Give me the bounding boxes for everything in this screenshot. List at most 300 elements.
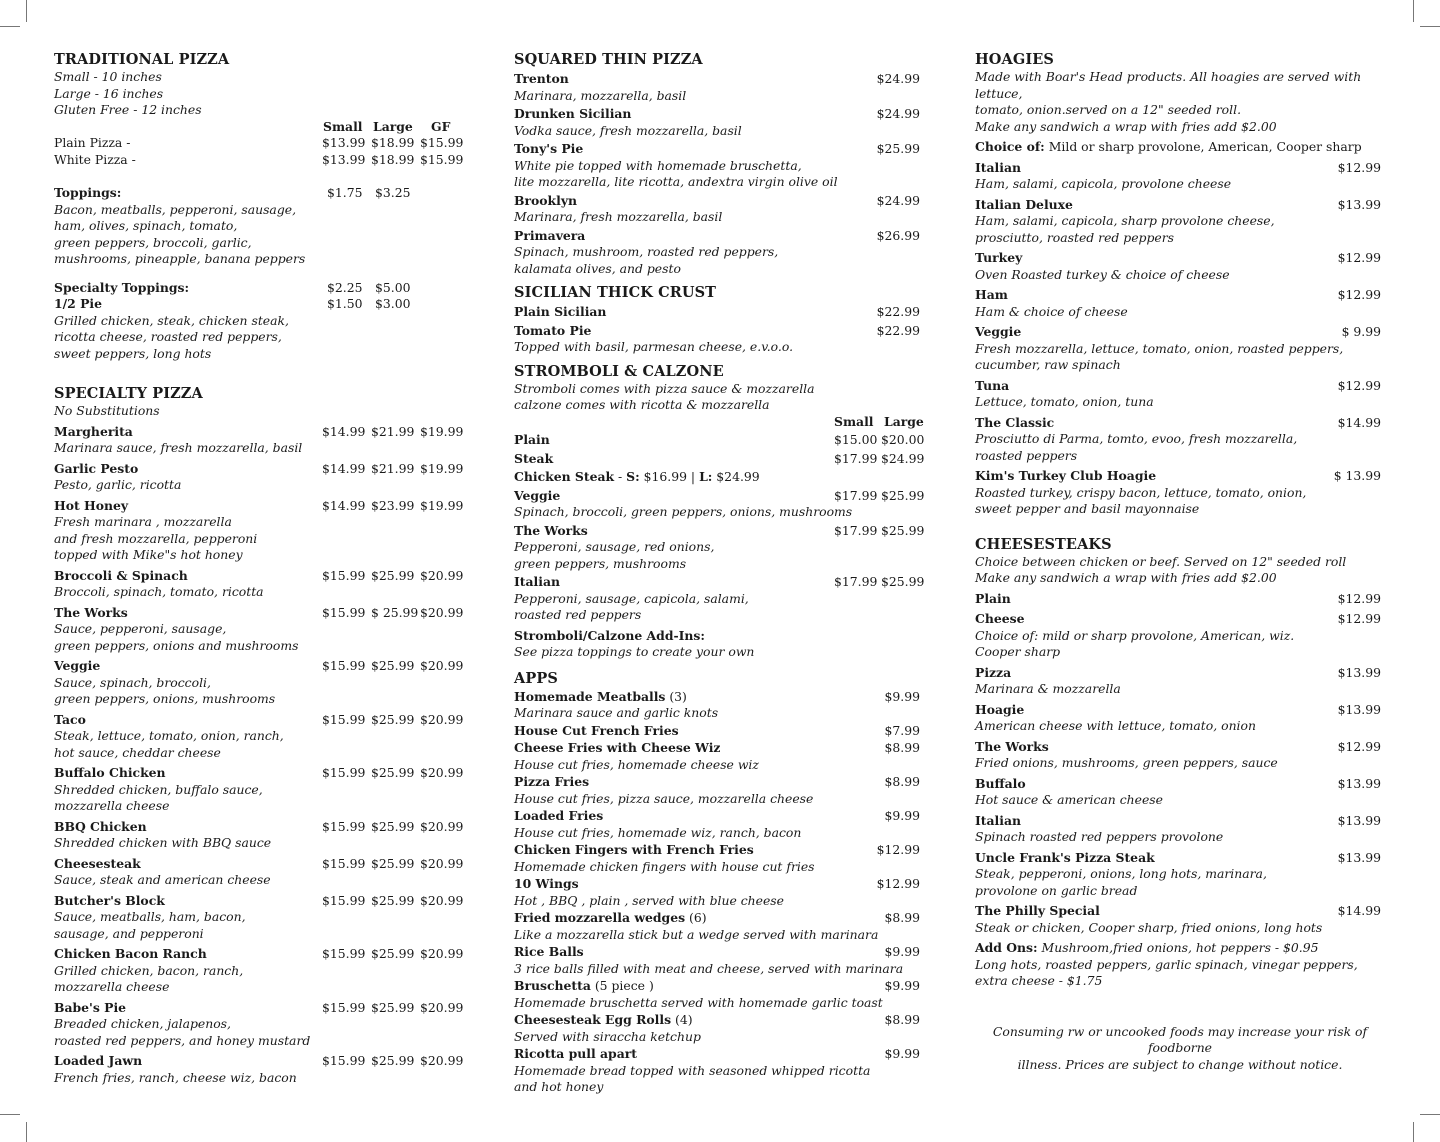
item-name-text: House Cut French Fries	[514, 722, 679, 738]
menu-item	[54, 1053, 466, 1086]
price-small: $15.99	[322, 711, 366, 727]
crop-mark	[1413, 1122, 1414, 1142]
price-large: $25.99	[371, 658, 415, 673]
menu-item	[514, 1012, 924, 1045]
item-price: $12.99	[1337, 250, 1381, 265]
menu-item	[975, 250, 1385, 283]
item-desc: House cut fries, pizza sauce, mozzarella cheese	[514, 790, 814, 806]
item-name-text: Bruschetta	[514, 978, 591, 993]
addins-label: Stromboli/Calzone Add-Ins:	[514, 627, 705, 643]
menu-item	[54, 568, 466, 601]
cheese-choice	[975, 139, 1385, 156]
menu-item	[514, 978, 924, 1011]
toppings-label: Toppings:	[54, 185, 122, 200]
item-name	[975, 415, 1385, 432]
item-name-text: Italian Deluxe	[975, 196, 1073, 212]
menu-item	[975, 611, 1385, 661]
item-desc: Homemade bruschetta served with homemade garlic toast	[514, 994, 883, 1010]
half-pie	[54, 296, 466, 362]
item-name	[514, 106, 924, 123]
menu-item	[514, 523, 924, 573]
menu-item	[514, 451, 924, 468]
specialty-toppings-desc: Grilled chicken, steak, chicken steak, ricotta cheese, roasted red peppers, sweet peppers, long hots	[54, 312, 289, 361]
item-name	[975, 591, 1385, 608]
item-name	[514, 978, 924, 995]
menu-item	[54, 893, 466, 943]
price-large: $25.99	[371, 999, 415, 1015]
price-large: $25.99	[371, 711, 415, 727]
item-count: (5 piece )	[590, 978, 654, 993]
item-price: $24.99	[876, 192, 920, 208]
item-name-text: Rice Balls	[514, 944, 584, 959]
item-desc: Fried onions, mushrooms, green peppers, sauce	[975, 755, 1278, 770]
item-name-text: Veggie	[975, 324, 1022, 339]
price-small: $16.99 |	[639, 469, 700, 484]
header-small: Small	[834, 413, 874, 429]
item-name	[975, 197, 1385, 214]
addins	[514, 628, 924, 661]
menu-item	[975, 702, 1385, 735]
item-desc: Fresh marinara , mozzarella and fresh mozzarella, pepperoni topped with Mike"s hot honey	[54, 514, 258, 562]
toppings-desc: Bacon, meatballs, pepperoni, sausage, ham, olives, spinach, tomato, green peppers, broccoli, garlic, mushrooms, pineapple, banana peppers	[54, 201, 306, 266]
section-title: SPECIALTY PIZZA	[54, 385, 203, 402]
item-name	[975, 850, 1385, 867]
item-name	[975, 160, 1385, 177]
crop-mark	[0, 26, 20, 27]
item-desc: Steak or chicken, Cooper sharp, fried onions, long hots	[975, 919, 1323, 935]
item-desc: Spinach, mushroom, roasted red peppers, kalamata olives, and pesto	[514, 244, 779, 276]
item-desc: Sauce, pepperoni, sausage, green peppers, onions and mushrooms	[54, 621, 299, 653]
item-desc: Spinach roasted red peppers provolone	[975, 829, 1224, 844]
item-name	[975, 903, 1385, 920]
item-price: $13.99	[1337, 664, 1381, 680]
item-name-text: Ricotta pull apart	[514, 1046, 637, 1061]
item-desc: Hot , BBQ , plain , served with blue cheese	[514, 892, 784, 908]
menu-item	[54, 498, 466, 564]
menu-item	[975, 591, 1385, 608]
menu-item	[975, 287, 1385, 320]
menu-item	[54, 605, 466, 655]
item-price: $13.99	[1337, 775, 1381, 791]
price-gf: $20.99	[420, 946, 464, 961]
crop-mark	[26, 0, 27, 22]
apps-section	[514, 669, 924, 1096]
price-gf: $20.99	[420, 604, 464, 620]
column-1	[54, 50, 466, 1086]
item-price: $26.99	[876, 227, 920, 243]
price-small: $15.99	[322, 604, 366, 620]
size-line: Gluten Free - 12 inches	[54, 102, 202, 117]
item-name	[514, 689, 924, 706]
menu-item	[54, 819, 466, 852]
price-large: $ 25.99	[371, 604, 419, 620]
item-desc: Sauce, meatballs, ham, bacon, sausage, and pepperoni	[54, 909, 246, 941]
addons-text: Mushroom,fried onions, hot peppers - $0.95 Long hots, roasted peppers, garlic spinach, vinegar peppers, extra cheese - $1.75	[975, 940, 1358, 988]
price-header	[514, 414, 924, 431]
item-name	[514, 944, 924, 961]
menu-item	[514, 1046, 924, 1096]
menu-item	[54, 946, 466, 996]
section-subtitle: Stromboli comes with pizza sauce & mozzarella calzone comes with ricotta & mozzarella	[514, 380, 815, 412]
item-name: Babe's Pie	[54, 999, 127, 1015]
section-title: HOAGIES	[975, 51, 1054, 68]
item-desc: Choice of: mild or sharp provolone, American, wiz. Cooper sharp	[975, 627, 1295, 659]
menu-item	[54, 765, 466, 815]
item-name	[975, 739, 1385, 756]
price-small: $15.99	[322, 658, 366, 673]
item-name: Veggie	[54, 658, 101, 673]
item-name-text: Fried mozzarella wedges	[514, 910, 686, 925]
item-name	[975, 776, 1385, 793]
item-price: $14.99	[1337, 414, 1381, 430]
traditional-pizza-section	[54, 50, 466, 362]
item-desc: Prosciutto di Parma, tomto, evoo, fresh mozzarella, roasted peppers	[975, 431, 1298, 463]
item-name	[514, 876, 924, 893]
header-small: Small	[323, 118, 363, 134]
item-desc: Steak, lettuce, tomato, onion, ranch, hot sauce, cheddar cheese	[54, 728, 284, 760]
price-small: $15.99	[322, 892, 366, 908]
item-desc: Ham, salami, capicola, sharp provolone cheese, prosciutto, roasted red peppers	[975, 213, 1275, 245]
item-name: Hot Honey	[54, 497, 129, 513]
menu-item	[54, 658, 466, 708]
header-gf: GF	[431, 118, 451, 134]
menu-item	[514, 876, 924, 909]
small-label: S:	[626, 469, 640, 484]
price-large: $25.99	[371, 765, 415, 780]
item-count: (4)	[671, 1012, 693, 1027]
price-small: $17.99	[834, 522, 878, 538]
menu-item	[514, 304, 924, 321]
item-price: $12.99	[1337, 287, 1381, 302]
item-desc: Marinara & mozzarella	[975, 681, 1121, 696]
item-name: BBQ Chicken	[54, 818, 147, 834]
item-name-text: 10 Wings	[514, 876, 579, 891]
footnote: Consuming rw or uncooked foods may increase your risk of foodborne illness. Prices are subject to change without notice.	[992, 1023, 1368, 1072]
item-name	[514, 1012, 924, 1029]
menu-item	[514, 141, 924, 191]
cheesesteaks-section	[975, 535, 1385, 990]
item-name: Veggie	[514, 487, 561, 503]
toppings	[54, 185, 466, 268]
menu-item	[514, 842, 924, 875]
menu-item-chicken-steak	[514, 469, 924, 486]
item-name-text: Tuna	[975, 377, 1010, 393]
item-name: Plain Pizza -	[54, 135, 131, 150]
item-desc: Sauce, spinach, broccoli, green peppers, onions, mushrooms	[54, 674, 276, 706]
item-desc: Shredded chicken with BBQ sauce	[54, 835, 272, 850]
item-price: $22.99	[876, 322, 920, 338]
menu-item	[514, 228, 924, 278]
item-desc: Like a mozzarella stick but a wedge served with marinara	[514, 926, 879, 942]
item-desc: Broccoli, spinach, tomato, ricotta	[54, 584, 264, 599]
menu-item	[514, 432, 924, 449]
menu-item	[975, 324, 1385, 374]
item-desc: Pesto, garlic, ricotta	[54, 477, 182, 492]
price-small: $14.99	[322, 497, 366, 513]
item-price: $8.99	[884, 1012, 920, 1027]
price-large: $25.99	[371, 818, 415, 834]
item-name-text: Italian	[975, 159, 1021, 175]
price-large: $3.25	[375, 185, 411, 200]
addins-desc: See pizza toppings to create your own	[514, 644, 755, 659]
section-title: APPS	[514, 669, 558, 687]
item-name-text: The Works	[975, 738, 1049, 754]
menu-item	[975, 415, 1385, 465]
crop-mark	[26, 1122, 27, 1142]
item-name	[514, 842, 924, 859]
item-name: Margherita	[54, 423, 133, 439]
menu-item	[514, 193, 924, 226]
menu-item	[514, 910, 924, 943]
item-desc: Hot sauce & american cheese	[975, 792, 1163, 807]
item-price: $9.99	[884, 1046, 920, 1061]
section-title: STROMBOLI & CALZONE	[514, 362, 724, 380]
menu-item	[54, 152, 466, 169]
addons	[975, 940, 1385, 990]
price-gf: $15.99	[420, 135, 464, 150]
column-3	[975, 50, 1385, 1073]
price-gf: $20.99	[420, 658, 464, 673]
price-gf: $20.99	[420, 567, 464, 583]
item-name: Taco	[54, 711, 86, 727]
price-small: $14.99	[322, 460, 366, 476]
item-price: $13.99	[1337, 812, 1381, 828]
item-desc: House cut fries, homemade wiz, ranch, bacon	[514, 824, 802, 840]
price-large: $5.00	[375, 279, 411, 295]
item-price: $13.99	[1337, 701, 1381, 717]
price-gf: $20.99	[420, 711, 464, 727]
item-name	[514, 141, 924, 158]
item-desc: Marinara, mozzarella, basil	[514, 87, 687, 103]
menu-item	[54, 135, 466, 152]
price-gf: $19.99	[420, 497, 464, 513]
item-price: $12.99	[1337, 159, 1381, 175]
price-large: $25.99	[371, 946, 415, 961]
price-small: $14.99	[322, 423, 366, 439]
price-small: $15.00	[834, 432, 878, 447]
item-desc: Sauce, steak and american cheese	[54, 872, 271, 887]
item-desc: Topped with basil, parmesan cheese, e.v.o.o.	[514, 339, 794, 354]
price-small: $15.99	[322, 1053, 366, 1068]
price-gf: $20.99	[420, 855, 464, 871]
price-large: $23.99	[371, 497, 415, 513]
item-price: $8.99	[884, 910, 920, 925]
item-desc: Spinach, broccoli, green peppers, onions, mushrooms	[514, 504, 853, 519]
item-name-text: Cheese	[975, 611, 1025, 626]
item-name	[975, 702, 1385, 719]
specialty-toppings-label: Specialty Toppings:	[54, 279, 190, 295]
item-name-text: Pizza Fries	[514, 774, 590, 789]
price-small: $17.99	[834, 487, 878, 503]
menu-item	[514, 723, 924, 740]
item-name	[975, 665, 1385, 682]
item-name-text: Tomato Pie	[514, 322, 592, 338]
price-large: $21.99	[371, 423, 415, 439]
price-gf: $20.99	[420, 1053, 464, 1068]
item-price: $12.99	[876, 876, 920, 891]
item-price: $22.99	[876, 304, 920, 319]
item-name	[514, 193, 924, 210]
item-name-text: Plain	[975, 590, 1011, 606]
item-desc: Homemade bread topped with seasoned whipped ricotta and hot honey	[514, 1062, 871, 1094]
item-desc: Breaded chicken, jalapenos, roasted red peppers, and honey mustard	[54, 1016, 311, 1048]
specialty-pizza-section	[54, 384, 466, 1086]
item-price: $12.99	[876, 842, 920, 857]
item-price: $8.99	[884, 740, 920, 755]
size-line: Large - 16 inches	[54, 85, 164, 101]
item-price: $9.99	[884, 978, 920, 993]
section-subtitle: Made with Boar's Head products. All hoagies are served with lettuce, tomato, onion.served on a 12" seeded roll. Make any sandwich a wrap with fries add $2.00	[975, 69, 1362, 134]
section-title: CHEESESTEAKS	[975, 535, 1112, 553]
addons-label: Add Ons:	[975, 940, 1038, 955]
price-small: $13.99	[322, 135, 366, 150]
item-name	[514, 808, 924, 825]
item-desc: 3 rice balls filled with meat and cheese, served with marinara	[514, 960, 904, 976]
item-name: Garlic Pesto	[54, 460, 139, 476]
item-price: $25.99	[876, 141, 920, 156]
crop-mark	[1420, 1114, 1440, 1115]
item-desc: Shredded chicken, buffalo sauce, mozzarella cheese	[54, 781, 263, 813]
header-large: Large	[373, 118, 413, 134]
item-name	[514, 323, 924, 340]
item-price: $12.99	[1337, 377, 1381, 393]
item-name: Butcher's Block	[54, 892, 165, 908]
item-price: $13.99	[1337, 849, 1381, 865]
price-large: $24.99	[712, 469, 760, 484]
price-gf: $19.99	[420, 423, 464, 439]
price-gf: $20.99	[420, 999, 464, 1015]
large-label: L:	[699, 469, 713, 484]
item-name-text: The Classic	[975, 414, 1055, 430]
item-name-text: Loaded Fries	[514, 808, 604, 823]
item-name: Steak	[514, 450, 554, 466]
menu-item	[975, 378, 1385, 411]
price-large: $18.99	[371, 135, 415, 150]
menu-item	[975, 739, 1385, 772]
price-large: $25.99	[371, 855, 415, 871]
item-price: $12.99	[1337, 590, 1381, 606]
item-name: Buffalo Chicken	[54, 765, 166, 780]
item-name-text: Uncle Frank's Pizza Steak	[975, 849, 1155, 865]
menu-item	[514, 740, 924, 773]
item-desc: Marinara, fresh mozzarella, basil	[514, 209, 723, 224]
item-desc: French fries, ranch, cheese wiz, bacon	[54, 1069, 297, 1085]
item-price: $9.99	[884, 808, 920, 823]
item-desc: Oven Roasted turkey & choice of cheese	[975, 266, 1230, 282]
item-name-text: Kim's Turkey Club Hoagie	[975, 468, 1157, 483]
menu-item	[54, 712, 466, 762]
menu-item	[514, 808, 924, 841]
item-name-text: Pizza	[975, 664, 1012, 680]
item-name	[514, 774, 924, 791]
menu-item	[975, 197, 1385, 247]
item-count: (6)	[685, 910, 707, 925]
item-name	[975, 611, 1385, 628]
price-small: $15.99	[322, 999, 366, 1015]
price-small: $15.99	[322, 855, 366, 871]
menu-item	[975, 468, 1385, 518]
item-name-text: The Philly Special	[975, 903, 1100, 918]
item-desc: Served with siraccha ketchup	[514, 1028, 701, 1044]
crop-mark	[1413, 0, 1414, 22]
item-name	[975, 813, 1385, 830]
menu-item	[514, 774, 924, 807]
item-name-text: Buffalo	[975, 775, 1026, 791]
item-name: The Works	[514, 522, 588, 538]
item-name-text: Cheese Fries with Cheese Wiz	[514, 740, 721, 755]
item-name: Cheesesteak	[54, 855, 141, 871]
price-gf: $20.99	[420, 818, 464, 834]
menu-item	[514, 71, 924, 104]
hoagies-section	[975, 50, 1385, 518]
item-price: $12.99	[1337, 611, 1381, 626]
price-small: $15.99	[322, 567, 366, 583]
section-subtitle: Choice between chicken or beef. Served on 12" seeded roll Make any sandwich a wrap with fries add $2.00	[975, 553, 1347, 585]
item-desc: Homemade chicken fingers with house cut fries	[514, 858, 815, 874]
item-desc: White pie topped with homemade bruschetta, lite mozzarella, lite ricotta, andextra virgin olive oil	[514, 157, 838, 189]
price-gf: $20.99	[420, 765, 464, 780]
half-pie-label: 1/2 Pie	[54, 296, 102, 311]
choice-text: Mild or sharp provolone, American, Cooper sharp	[1044, 139, 1362, 154]
crop-mark	[0, 1114, 20, 1115]
menu-item	[975, 850, 1385, 900]
item-name: Broccoli & Spinach	[54, 567, 188, 583]
menu-item	[514, 488, 924, 521]
menu-item	[54, 424, 466, 457]
item-name	[514, 228, 924, 245]
item-desc: Ham, salami, capicola, provolone cheese	[975, 176, 1232, 191]
price-large: $21.99	[371, 460, 415, 476]
item-name	[514, 1046, 924, 1063]
squared-thin-section	[514, 50, 924, 277]
item-desc: Grilled chicken, bacon, ranch, mozzarella cheese	[54, 962, 244, 994]
menu-item	[514, 944, 924, 977]
menu-item	[514, 689, 924, 722]
price-small: $15.99	[322, 765, 366, 780]
item-desc: Marinara sauce and garlic knots	[514, 705, 719, 720]
item-price: $24.99	[876, 106, 920, 121]
specialty-toppings	[54, 280, 466, 297]
section-title: SICILIAN THICK CRUST	[514, 284, 717, 301]
item-desc: Roasted turkey, crispy bacon, lettuce, tomato, onion, sweet pepper and basil mayonnaise	[975, 484, 1307, 516]
item-price: $9.99	[884, 688, 920, 704]
item-name: Plain	[514, 432, 550, 447]
crop-mark	[1420, 26, 1440, 27]
menu-item	[514, 574, 924, 624]
item-desc: Vodka sauce, fresh mozzarella, basil	[514, 122, 742, 138]
item-price: $14.99	[1337, 903, 1381, 918]
item-name-text: Ham	[975, 287, 1008, 302]
size-line: Small - 10 inches	[54, 69, 162, 84]
price-gf: $20.99	[420, 892, 464, 908]
price-large: $25.99	[881, 522, 925, 538]
price-large: $25.99	[371, 892, 415, 908]
menu-item	[514, 323, 924, 356]
item-price: $8.99	[884, 774, 920, 789]
price-large: $25.99	[881, 487, 925, 503]
price-small: $1.50	[327, 296, 363, 311]
price-large: $25.99	[371, 1053, 415, 1068]
item-name-text: Hoagie	[975, 701, 1025, 717]
choice-label: Choice of:	[975, 139, 1045, 154]
item-desc: House cut fries, homemade cheese wiz	[514, 756, 759, 772]
item-name-text: Turkey	[975, 250, 1023, 265]
price-small: $2.25	[327, 279, 363, 295]
item-name: Italian	[514, 574, 560, 589]
item-desc: Lettuce, tomato, onion, tuna	[975, 394, 1154, 409]
item-name-text: Primavera	[514, 227, 586, 243]
stromboli-section	[514, 362, 924, 661]
